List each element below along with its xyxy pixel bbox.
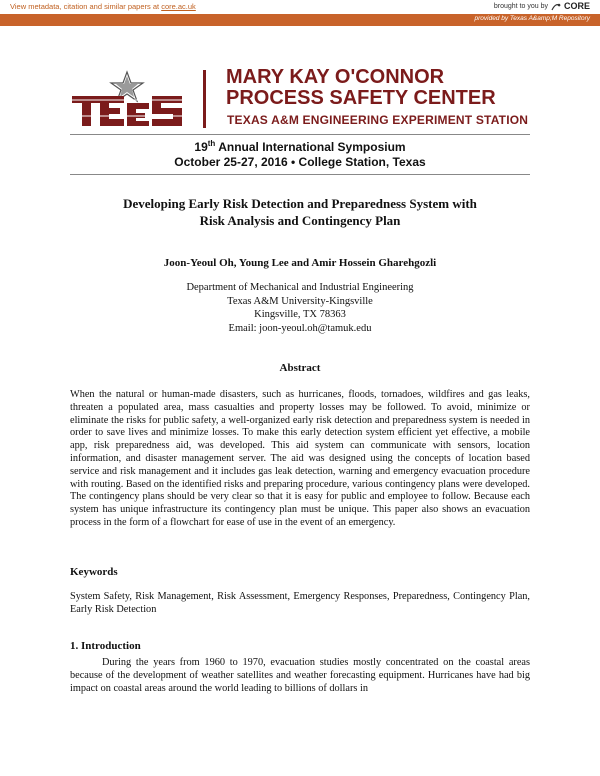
abstract-body: When the natural or human-made disasters, such as hurricanes, floods, tornadoes, wildfires and gas leaks, threaten a populated area, mass casualties and property losses may be followed. To avoid, minimize or eliminate the risks for public safety, a well-organized early risk detection and preparedness system is needed in order to save lives and minimize losses. To make this early detection system efficient yet effective, a mobile app, risk preparedness aid, was developed. This aid system can communicate with sensors, location information, and disaster management server. The aid was designed using the concepts of location based service and risk management and it includes gas leak detection, warning and emergency evacuation procedure with routing. Based on the identified risks and preparing procedure, various contingency plans were developed. The contingency plans should be very clear so that it is easy for public and employee to follow. Because each system has unique infrastructure its contingency plan must be unique. This paper also shows an evacuation process in the form of a flowchart for ease of use in the event of an emergency.	[70, 389, 530, 528]
affiliation-department: Department of Mechanical and Industrial Engineering	[186, 282, 414, 293]
paper-authors: Joon-Yeoul Oh, Young Lee and Amir Hossein Gharehgozli	[163, 257, 437, 269]
core-metadata-bar	[0, 0, 600, 15]
symposium-title: Annual International Symposium	[215, 140, 406, 154]
core-logo-icon	[551, 2, 561, 11]
center-name-line2: PROCESS SAFETY CENTER	[226, 87, 496, 109]
paper-title-line2: Risk Analysis and Contingency Plan	[199, 213, 401, 228]
symposium-dates: October 25-27, 2016 • College Station, Texas	[174, 155, 426, 169]
header-rule-top	[70, 134, 530, 135]
affiliation-university: Texas A&M University-Kingsville	[227, 295, 373, 307]
paper-title	[60, 195, 540, 229]
symposium-ordinal: 19	[194, 140, 208, 154]
affiliation-city: Kingsville, TX 78363	[254, 309, 346, 320]
affiliation-email: Email: joon-yeoul.oh@tamuk.edu	[228, 322, 372, 334]
abstract-heading: Abstract	[279, 362, 321, 374]
keywords-heading: Keywords	[70, 566, 118, 578]
center-name-line1: MARY KAY O'CONNOR	[226, 66, 445, 88]
center-name	[226, 67, 496, 109]
center-subtitle: TEXAS A&M ENGINEERING EXPERIMENT STATION	[227, 113, 529, 127]
core-label: CORE	[563, 1, 590, 11]
metadata-label: View metadata, citation and similar papers at	[10, 2, 162, 11]
brought-by-core[interactable]	[494, 1, 590, 11]
core-link[interactable]: core.ac.uk	[161, 2, 196, 11]
paper-title-line1: Developing Early Risk Detection and Preparedness System with	[123, 196, 477, 211]
introduction-body: During the years from 1960 to 1970, evacuation studies mostly concentrated on the coastal areas because of the development of weather satellites and weather forecasting equipment. Hurricanes have had big impact on coastal areas around the world leading to billions of dollars in	[70, 657, 530, 695]
tees-logo-icon	[72, 70, 184, 126]
introduction-heading: 1. Introduction	[70, 640, 141, 652]
core-metadata-text	[10, 2, 196, 11]
keywords-body: System Safety, Risk Management, Risk Assessment, Emergency Responses, Preparedness, Contingency Plan, Early Risk Detection	[70, 591, 530, 615]
brought-by-label: brought to you by	[493, 2, 548, 10]
provided-by-bar	[0, 14, 600, 26]
symposium-ordinal-suffix: th	[207, 139, 216, 148]
header-divider	[203, 70, 206, 128]
provided-by-text: provided by Texas A&amp;M Repository	[474, 15, 590, 22]
symposium-name	[0, 139, 600, 154]
author-affiliation	[0, 281, 600, 335]
header-rule-bottom	[70, 174, 530, 175]
